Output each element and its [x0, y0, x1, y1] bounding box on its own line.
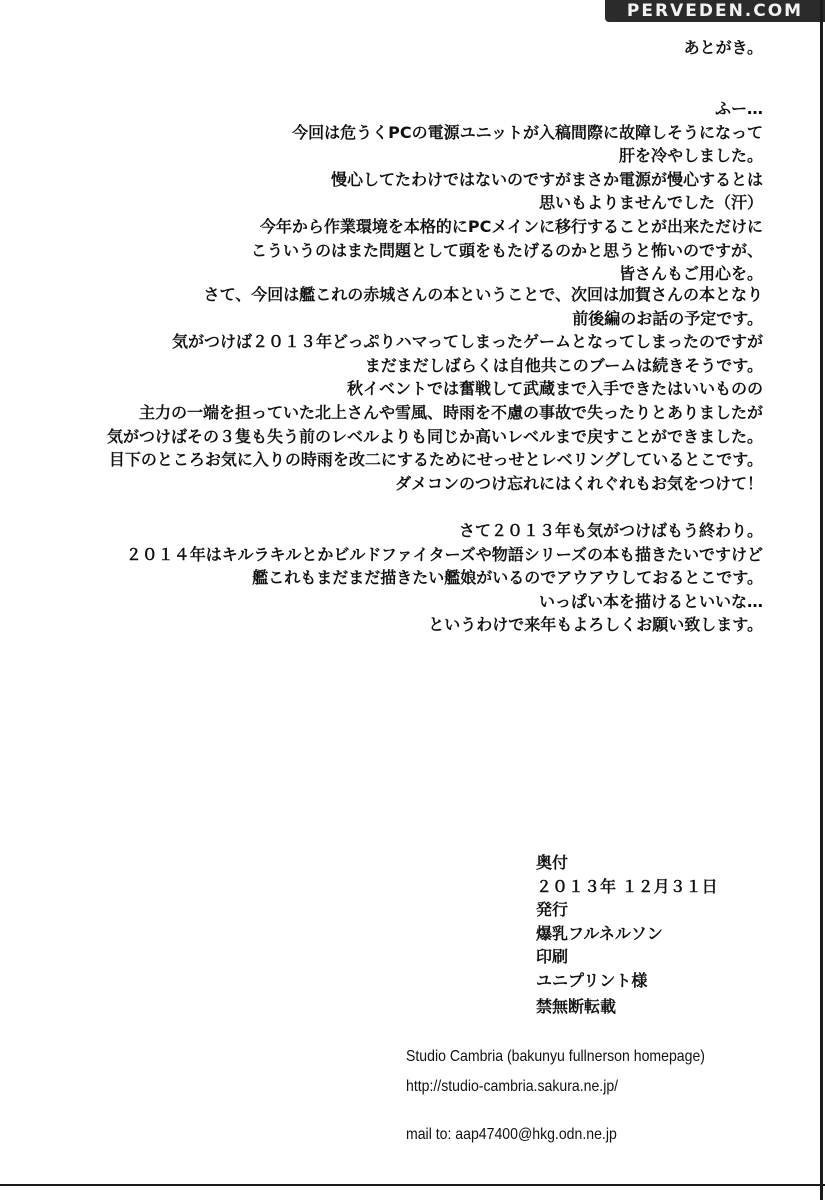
colophon-publisher-label: 発行: [536, 900, 569, 919]
text-line: というわけで来年もよろしくお願い致します。: [428, 615, 763, 635]
afterword-title: あとがき。: [683, 38, 763, 57]
text-line: ダメコンのつけ忘れにはくれぐれもお気をつけて！: [394, 473, 763, 493]
colophon-publisher: 爆乳フルネルソン: [536, 923, 663, 943]
page-border-bottom: [0, 1184, 825, 1186]
afterword-paragraph-1: [251, 97, 763, 286]
text-line: 目下のところお気に入りの時雨を改二にするためにせっせとレベリングしているとこです。: [108, 450, 763, 470]
text-line: 今回は危うくPCの電源ユニットが入稿間際に故障しそうになって: [292, 122, 763, 142]
text-line: 思いもよりませんでした（汗）: [538, 193, 763, 213]
reproduction-notice: 禁無断転載: [536, 997, 617, 1016]
site-watermark: PERVEDEN.COM: [605, 0, 825, 22]
colophon: [536, 851, 718, 992]
text-line: こういうのはまた問題として頭をもたげるのかと思うと怖いのですが、: [250, 240, 763, 260]
text-line: ふー…: [714, 99, 763, 118]
text-line: 慢心してたわけではないのですがまさか電源が慢心するとは: [330, 169, 763, 189]
text-line: ２０１４年はキルラキルとかビルドファイターズや物語シリーズの本も描きたいですけど: [125, 544, 763, 564]
text-line: 艦これもまだまだ描きたい艦娘がいるのでアウアウしておるとこです。: [252, 568, 763, 588]
afterword-paragraph-2: [107, 283, 763, 495]
colophon-printer-label: 印刷: [536, 947, 569, 966]
text-line: 秋イベントでは奮戦して武蔵まで入手できたはいいものの: [346, 379, 763, 399]
colophon-printer: ユニプリント様: [536, 970, 648, 990]
text-line: さて、今回は艦これの赤城さんの本ということで、次回は加賀さんの本となり: [203, 285, 763, 304]
text-line: まだまだしばらくは自他共このブームは続きそうです。: [364, 355, 763, 375]
studio-url[interactable]: http://studio-cambria.sakura.ne.jp/: [406, 1078, 619, 1095]
colophon-date: ２０１３年 １２月３１日: [536, 876, 718, 896]
page-border-right: [820, 0, 823, 1200]
text-line: 今年から作業環境を本格的にPCメインに移行することが出来ただけに: [259, 216, 763, 236]
colophon-heading: 奥付: [536, 853, 569, 872]
contact-email[interactable]: mail to: aap47400@hkg.odn.ne.jp: [406, 1126, 617, 1143]
text-line: 皆さんもご用心を。: [618, 264, 763, 284]
text-line: 主力の一端を担っていた北上さんや雪風、時雨を不慮の事故で失ったりとありましたが: [138, 402, 763, 422]
text-line: 気がつけば２０１３年どっぷりハマってしまったゲームとなってしまったのですが: [171, 332, 763, 352]
text-line: いっぱい本を描けるといいな…: [538, 591, 763, 611]
text-line: 肝を冷やしました。: [618, 146, 763, 166]
text-line: 気がつけばその３隻も失う前のレベルよりも同じか高いレベルまで戻すことができました。: [106, 426, 763, 446]
text-line: 前後編のお話の予定です。: [572, 308, 763, 328]
text-line: さて２０１３年も気がつけばもう終わり。: [458, 521, 763, 540]
afterword-paragraph-3: [126, 519, 763, 637]
studio-name: Studio Cambria (bakunyu fullnerson homepage): [406, 1048, 705, 1065]
